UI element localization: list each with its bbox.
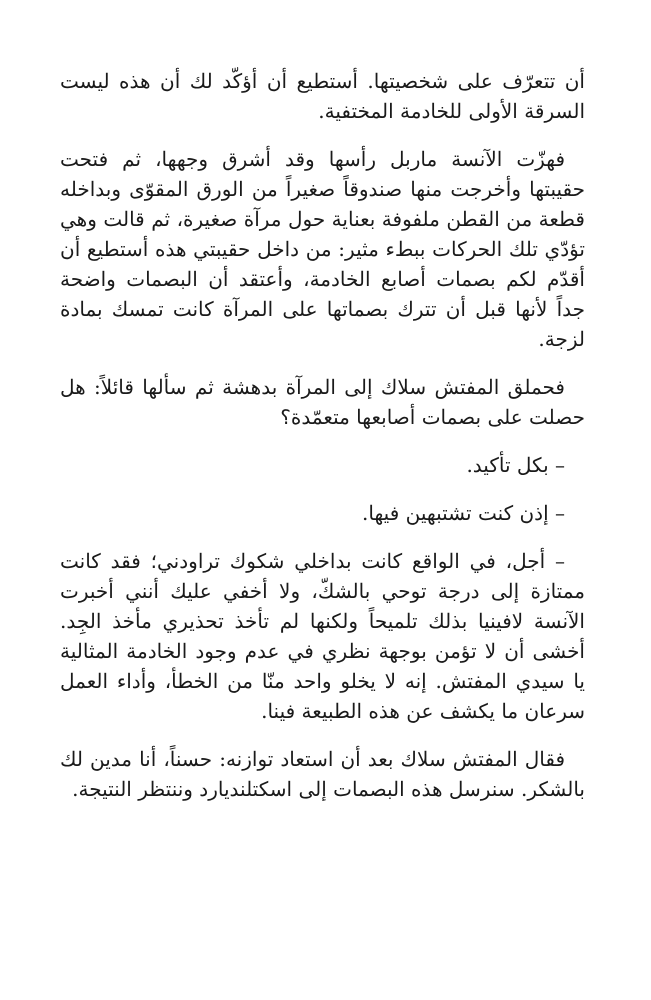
- dialogue-line-2: – إذن كنت تشتبهين فيها.: [362, 501, 565, 525]
- paragraph-2: فهزّت الآنسة ماربل رأسها وقد أشرق وجهها، ثم فتحت حقيبتها وأخرجت منها صندوقاً صغيراً من الورق المقوّى وبداخله قطعة من القطن ملفوفة بعناية حول مرآة صغيرة، ثم قالت وهي تؤدّي تلك الحركات ببطء مثير: من داخل حقيبتي هذه أستطيع أن أقدّم لكم بصمات أصابع الخادمة، وأعتقد أن البصمات واضحة جداً لأنها قبل أن تترك بصماتها على المرآة كانت تمسك بمادة لزجة.: [60, 147, 585, 351]
- paragraph-7: فقال المفتش سلاك بعد أن استعاد توازنه: حسناً، أنا مدين لك بالشكر. سنرسل هذه البصمات إلى اسكتلنديارد وننتظر النتيجة.: [60, 747, 585, 801]
- dialogue-line-1: – بكل تأكيد.: [466, 453, 565, 477]
- paragraph-3: فحملق المفتش سلاك إلى المرآة بدهشة ثم سألها قائلاً: هل حصلت على بصمات أصابعها متعمّدة؟: [60, 375, 585, 429]
- dialogue-line-3: – أجل، في الواقع كانت بداخلي شكوك تراودني؛ فقد كانت ممتازة إلى درجة توحي بالشكّ، ولا أخفي عليك أنني أخبرت الآنسة لافينيا بذلك تلميحاً ولكنها لم تأخذ تحذيري مأخذ الجِد. أخشى أن لا تؤمن بوجهة نظري في عدم وجود الخادمة المثالية يا سيدي المفتش. إنه لا يخلو واحد منّا من الخطأ، وأداء العمل سرعان ما يكشف عن هذه الطبيعة فينا.: [60, 549, 585, 723]
- paragraph-1: أن تتعرّف على شخصيتها. أستطيع أن أؤكّد لك أن هذه ليست السرقة الأولى للخادمة المختفية.: [60, 69, 585, 123]
